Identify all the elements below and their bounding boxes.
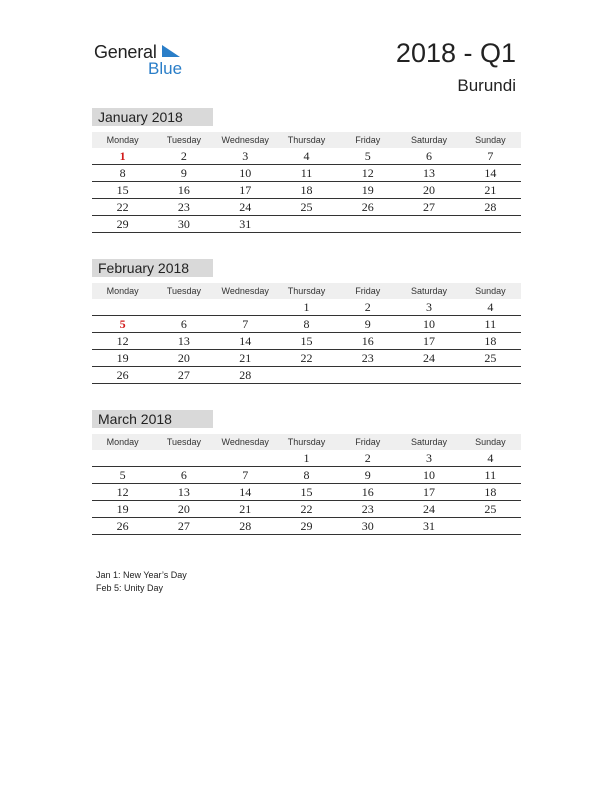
week-row — [92, 216, 521, 233]
day-cell: 22 — [300, 502, 313, 516]
day-cell: 8 — [119, 166, 126, 180]
weekday-label: Sunday — [475, 437, 506, 447]
day-cell: 15 — [300, 485, 313, 499]
day-cell — [460, 518, 521, 534]
day-cell: 3 — [426, 300, 433, 314]
weekday-label: Friday — [355, 135, 381, 145]
month-calendar — [92, 108, 521, 233]
holiday-note: Feb 5: Unity Day — [96, 583, 164, 593]
day-cell: 18 — [484, 334, 497, 348]
weekday-label: Friday — [355, 286, 381, 296]
day-cell: 15 — [116, 183, 129, 197]
day-cell: 25 — [484, 351, 497, 365]
week-row — [92, 182, 521, 199]
week-row — [92, 299, 521, 316]
day-cell: 13 — [177, 334, 190, 348]
day-cell — [92, 299, 153, 315]
day-cell: 7 — [487, 149, 494, 163]
day-cell: 28 — [239, 368, 252, 382]
day-cell: 17 — [423, 485, 436, 499]
weekday-label: Tuesday — [166, 135, 202, 145]
day-cell: 21 — [239, 502, 252, 516]
day-cell: 28 — [484, 200, 497, 214]
day-cell: 30 — [361, 519, 374, 533]
day-cell: 16 — [361, 334, 374, 348]
week-row — [92, 467, 521, 484]
day-cell: 27 — [177, 519, 190, 533]
day-cell — [460, 216, 521, 232]
weekday-label: Wednesday — [221, 135, 269, 145]
day-cell: 1 — [303, 300, 310, 314]
day-cell: 23 — [361, 351, 374, 365]
weekday-header-row — [92, 132, 521, 148]
logo-blue-text: Blue — [148, 59, 183, 78]
day-cell: 23 — [177, 200, 190, 214]
week-row — [92, 484, 521, 501]
week-row — [92, 148, 521, 165]
day-cell — [153, 450, 214, 466]
day-cell: 14 — [239, 334, 252, 348]
day-cell: 9 — [364, 317, 371, 331]
weekday-label: Monday — [106, 437, 139, 447]
day-cell: 22 — [300, 351, 313, 365]
day-cell — [153, 299, 214, 315]
day-cell — [460, 367, 521, 383]
day-cell: 21 — [484, 183, 497, 197]
day-cell: 4 — [303, 149, 310, 163]
day-cell: 2 — [364, 300, 371, 314]
day-cell: 12 — [361, 166, 374, 180]
day-cell: 19 — [361, 183, 374, 197]
day-cell: 8 — [303, 468, 310, 482]
weekday-label: Monday — [106, 286, 139, 296]
month-title: January 2018 — [92, 108, 213, 126]
day-cell: 24 — [239, 200, 252, 214]
month-title: February 2018 — [92, 259, 213, 277]
page-title: 2018 - Q1 — [395, 38, 516, 68]
day-cell: 21 — [239, 351, 252, 365]
day-cell: 27 — [177, 368, 190, 382]
day-cell: 29 — [116, 217, 129, 231]
day-cell: 18 — [484, 485, 497, 499]
day-cell: 23 — [361, 502, 374, 516]
day-cell: 1 — [303, 451, 310, 465]
week-row — [92, 501, 521, 518]
week-row — [92, 316, 521, 333]
week-row — [92, 165, 521, 182]
holiday-note: Jan 1: New Year’s Day — [96, 570, 187, 580]
day-cell: 13 — [423, 166, 436, 180]
day-cell: 1 — [119, 149, 126, 163]
day-cell: 2 — [364, 451, 371, 465]
day-cell: 5 — [119, 317, 126, 331]
day-cell: 12 — [116, 485, 129, 499]
weekday-label: Tuesday — [166, 286, 202, 296]
day-cell: 16 — [361, 485, 374, 499]
day-cell: 4 — [487, 451, 494, 465]
day-cell: 9 — [180, 166, 187, 180]
day-cell — [398, 216, 459, 232]
day-cell: 6 — [180, 317, 187, 331]
day-cell: 5 — [119, 468, 126, 482]
day-cell: 7 — [242, 317, 249, 331]
day-cell: 24 — [423, 502, 436, 516]
day-cell: 12 — [116, 334, 129, 348]
day-cell: 16 — [177, 183, 190, 197]
day-cell: 19 — [116, 351, 129, 365]
day-cell: 24 — [423, 351, 436, 365]
weekday-label: Saturday — [411, 135, 448, 145]
weekday-label: Wednesday — [221, 437, 269, 447]
day-cell: 13 — [177, 485, 190, 499]
weekday-header-row — [92, 434, 521, 450]
day-cell: 14 — [484, 166, 497, 180]
day-cell: 15 — [300, 334, 313, 348]
day-cell: 14 — [239, 485, 252, 499]
weekday-label: Saturday — [411, 437, 448, 447]
holiday-notes — [96, 569, 187, 595]
day-cell: 11 — [484, 468, 497, 482]
weekday-header-row — [92, 283, 521, 299]
day-cell — [215, 299, 276, 315]
weekday-label: Thursday — [287, 286, 326, 296]
day-cell — [337, 216, 398, 232]
week-row — [92, 199, 521, 216]
day-cell — [215, 450, 276, 466]
logo-triangle-icon — [162, 45, 180, 59]
day-cell: 27 — [423, 200, 436, 214]
day-cell: 10 — [423, 468, 436, 482]
day-cell: 20 — [423, 183, 436, 197]
weekday-label: Monday — [106, 135, 139, 145]
month-calendar — [92, 410, 521, 535]
day-cell: 3 — [242, 149, 249, 163]
day-cell: 6 — [180, 468, 187, 482]
country-name: Burundi — [457, 76, 516, 95]
logo — [94, 42, 194, 78]
day-cell: 18 — [300, 183, 313, 197]
day-cell: 7 — [242, 468, 249, 482]
day-cell: 31 — [423, 519, 436, 533]
day-cell: 17 — [239, 183, 252, 197]
day-cell: 22 — [116, 200, 129, 214]
day-cell: 3 — [426, 451, 433, 465]
weekday-label: Sunday — [475, 135, 506, 145]
day-cell: 8 — [303, 317, 310, 331]
day-cell: 29 — [300, 519, 313, 533]
month-calendar — [92, 259, 521, 384]
day-cell: 10 — [423, 317, 436, 331]
weekday-label: Wednesday — [221, 286, 269, 296]
day-cell: 26 — [361, 200, 374, 214]
day-cell: 4 — [487, 300, 494, 314]
day-cell: 25 — [484, 502, 497, 516]
logo-general-text: General — [94, 42, 157, 62]
day-cell: 26 — [116, 519, 129, 533]
weekday-label: Thursday — [287, 437, 326, 447]
week-row — [92, 350, 521, 367]
day-cell — [398, 367, 459, 383]
day-cell: 10 — [239, 166, 252, 180]
weekday-label: Tuesday — [166, 437, 202, 447]
day-cell: 25 — [300, 200, 313, 214]
day-cell: 5 — [364, 149, 371, 163]
weekday-label: Sunday — [475, 286, 506, 296]
day-cell: 9 — [364, 468, 371, 482]
day-cell: 11 — [300, 166, 313, 180]
day-cell — [276, 367, 337, 383]
day-cell: 2 — [180, 149, 187, 163]
day-cell: 28 — [239, 519, 252, 533]
weekday-label: Saturday — [411, 286, 448, 296]
day-cell: 20 — [177, 351, 190, 365]
day-cell: 17 — [423, 334, 436, 348]
day-cell: 30 — [177, 217, 190, 231]
week-row — [92, 518, 521, 535]
day-cell: 6 — [426, 149, 433, 163]
week-row — [92, 450, 521, 467]
day-cell: 20 — [177, 502, 190, 516]
day-cell: 11 — [484, 317, 497, 331]
weekday-label: Thursday — [287, 135, 326, 145]
weekday-label: Friday — [355, 437, 381, 447]
day-cell: 31 — [239, 217, 252, 231]
week-row — [92, 333, 521, 350]
day-cell — [92, 450, 153, 466]
month-title: March 2018 — [92, 410, 213, 428]
day-cell — [337, 367, 398, 383]
day-cell: 26 — [116, 368, 129, 382]
day-cell: 19 — [116, 502, 129, 516]
day-cell — [276, 216, 337, 232]
week-row — [92, 367, 521, 384]
